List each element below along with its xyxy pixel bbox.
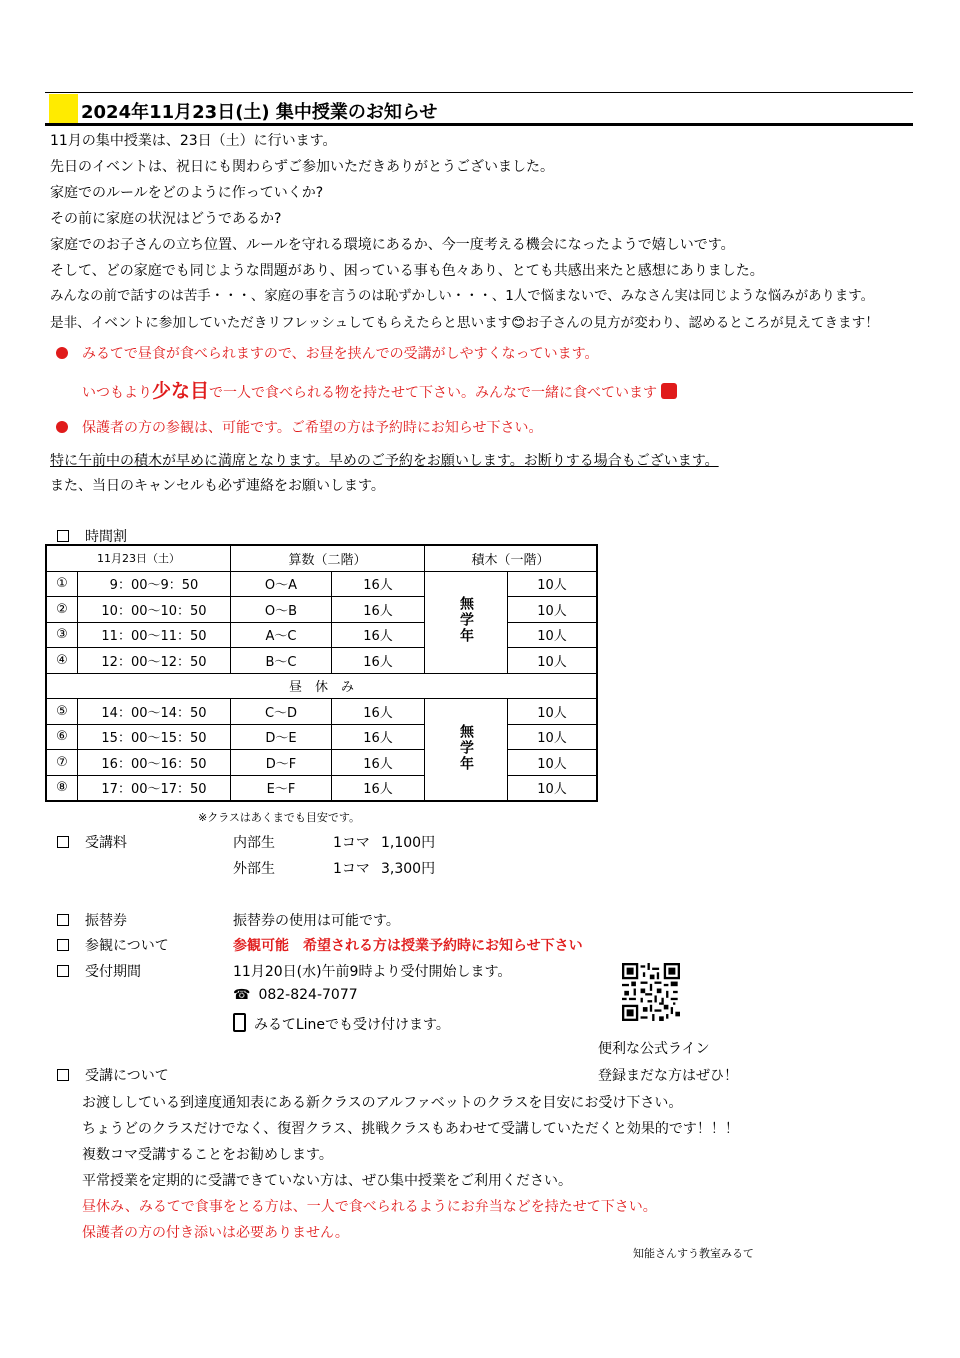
intro-line: そして、どの家庭でも同じような問題があり、困っている事も色々あり、とても共感出来たと感想にありました。	[50, 263, 764, 279]
table-row	[46, 648, 597, 674]
reception-label	[57, 961, 141, 981]
table-cell: 16人	[332, 724, 425, 750]
table-cell: 10人	[508, 699, 598, 725]
table-cell: 17：00～17：50	[78, 775, 231, 801]
fee-label	[57, 832, 127, 852]
grade-free-cell	[425, 571, 508, 673]
table-cell: 14：00～14：50	[78, 699, 231, 725]
table-cell: O～A	[231, 571, 332, 597]
lunch-cell: 昼 休 み	[46, 673, 597, 699]
table-cell: ②	[46, 597, 78, 623]
lunch-emoji-icon	[661, 383, 677, 399]
checkbox-icon	[57, 965, 69, 977]
table-cell: 10人	[508, 648, 598, 674]
table-cell: ③	[46, 622, 78, 648]
table-cell: 9：00～9：50	[78, 571, 231, 597]
visit-label	[57, 935, 169, 955]
table-row	[46, 750, 597, 776]
label-text: 受付期間	[85, 964, 141, 980]
table-cell: 10人	[508, 597, 598, 623]
table-cell: B～C	[231, 648, 332, 674]
table-cell: A～C	[231, 622, 332, 648]
line-promo-line: 登録まだな方はぜひ！	[598, 1068, 738, 1084]
divider	[45, 123, 913, 126]
grade-free-text: 無学年	[458, 596, 474, 644]
qr-code-icon	[622, 963, 680, 1021]
table-cell: ①	[46, 571, 78, 597]
table-cell: 16人	[332, 622, 425, 648]
lunch-row	[46, 673, 597, 699]
checkbox-icon	[57, 914, 69, 926]
table-cell: D～E	[231, 724, 332, 750]
label-text: 受講料	[85, 835, 127, 851]
table-cell: 10：00～10：50	[78, 597, 231, 623]
intro-paragraph	[50, 128, 920, 336]
label-text: 参観について	[85, 938, 169, 954]
line-text: みるてLineでも受け付けます。	[254, 1017, 450, 1033]
table-cell: 16人	[332, 775, 425, 801]
label-text: 振替券	[85, 913, 127, 929]
bullet-icon	[56, 421, 68, 433]
table-cell: 10人	[508, 724, 598, 750]
notice-lunch	[56, 343, 598, 363]
reception-text: 11月20日(水)午前9時より受付開始します。	[233, 964, 512, 980]
intro-line: みんなの前で話すのは苦手・・・、家庭の事を言うのは恥ずかしい・・・、1人で悩まないで、みなさん実は同じような悩みがあります。	[50, 289, 875, 304]
table-header: 11月23日（土）	[46, 545, 231, 571]
voucher-text: 振替券の使用は可能です。	[233, 913, 400, 929]
table-header-row	[46, 545, 597, 571]
fee-external-unit: 1コマ	[333, 861, 370, 877]
notice-text: で一人で食べられる物を持たせて下さい。みんなで一緒に食べています	[209, 385, 658, 401]
checkbox-icon	[57, 1069, 69, 1081]
table-cell: E～F	[231, 775, 332, 801]
table-cell: 16人	[332, 750, 425, 776]
line-promo-line: 便利な公式ライン	[598, 1041, 710, 1057]
attend-line: 平常授業を定期的に受講できていない方は、ぜひ集中授業をご利用ください。	[82, 1173, 572, 1189]
fee-internal-price: 1,100円	[381, 835, 436, 851]
table-cell: 15：00～15：50	[78, 724, 231, 750]
table-cell: 10人	[508, 622, 598, 648]
footer-school-name: 知能さんすう教室みるて	[633, 1247, 754, 1260]
table-cell: C～D	[231, 699, 332, 725]
table-cell: ⑦	[46, 750, 78, 776]
grade-free-text: 無学年	[458, 723, 474, 772]
title-bar	[45, 92, 913, 125]
table-header: 算数（二階）	[231, 545, 425, 571]
intro-line: 是非、イベントに参加していただきリフレッシュしてもらえたらと思います😊お子さんの見方が変わり、認めるところが見えてきます！	[50, 315, 879, 331]
bullet-icon	[56, 347, 68, 359]
table-cell: 16人	[332, 648, 425, 674]
table-cell: 10人	[508, 571, 598, 597]
table-row	[46, 597, 597, 623]
notice-parents	[56, 417, 542, 437]
attend-details	[82, 1090, 739, 1246]
phone-icon: ☎	[233, 987, 251, 1003]
table-cell: 16人	[332, 597, 425, 623]
table-row	[46, 775, 597, 801]
cancel-note: また、当日のキャンセルも必ず連絡をお願いします。	[50, 478, 385, 494]
attend-line: ちょうどのクラスだけでなく、復習クラス、挑戦クラスもあわせて受講していただくと効果的です！！！	[82, 1121, 739, 1137]
line-row	[233, 1013, 450, 1034]
table-cell: ⑤	[46, 699, 78, 725]
table-cell: 16人	[332, 571, 425, 597]
intro-line: 家庭でのルールをどのように作っていくか?	[50, 185, 324, 201]
intro-line: 11月の集中授業は、23日（土）に行います。	[50, 133, 337, 149]
fee-external-price: 3,300円	[381, 861, 436, 877]
phone-row	[233, 987, 358, 1003]
schedule-note: ※クラスはあくまでも目安です。	[198, 811, 361, 824]
table-cell: 12：00～12：50	[78, 648, 231, 674]
table-cell: 16人	[332, 699, 425, 725]
emphasis-text: 少な目	[152, 380, 210, 402]
table-cell: ⑧	[46, 775, 78, 801]
fee-internal-unit: 1コマ	[333, 835, 370, 851]
schedule-table	[45, 544, 598, 802]
voucher-label	[57, 910, 127, 930]
attend-line-red: 昼休み、みるてで食事をとる方は、一人で食べられるようにお弁当などを持たせて下さい。	[82, 1199, 657, 1215]
notice-text: 保護者の方の参観は、可能です。ご希望の方は予約時にお知らせ下さい。	[82, 420, 543, 436]
table-cell: ⑥	[46, 724, 78, 750]
table-row	[46, 622, 597, 648]
attend-line-red: 保護者の方の付き添いは必要ありません。	[82, 1225, 349, 1241]
notice-text: みるてで昼食が食べられますので、お昼を挟んでの受講がしやすくなっています。	[82, 346, 599, 362]
phone-number: 082-824-7077	[258, 987, 358, 1003]
intro-line: 家庭でのお子さんの立ち位置、ルールを守れる環境にあるか、今一度考える機会になったようで嬉しいです。	[50, 237, 735, 253]
table-cell: D～F	[231, 750, 332, 776]
checkbox-icon	[57, 530, 69, 542]
label-text: 受講について	[85, 1068, 169, 1084]
table-cell: 11：00～11：50	[78, 622, 231, 648]
attend-label	[57, 1065, 169, 1085]
table-row	[46, 571, 597, 597]
checkbox-icon	[57, 939, 69, 951]
mobile-phone-icon	[233, 1013, 246, 1032]
schedule-label	[57, 526, 127, 546]
intro-line: その前に家庭の状況はどうであるか?	[50, 211, 282, 227]
title-accent-block	[49, 94, 78, 123]
table-row	[46, 724, 597, 750]
notice-lunch-detail	[82, 376, 677, 403]
notice-text: いつもより	[82, 385, 152, 401]
attend-line: お渡ししている到達度通知表にある新クラスのアルファベットのクラスを目安にお受け下さい。	[82, 1095, 683, 1111]
reservation-note: 特に午前中の積木が早めに満席となります。早めのご予約をお願いします。お断りする場合もございます。	[50, 453, 719, 469]
label-text: 時間割	[85, 529, 127, 545]
table-header: 積木（一階）	[425, 545, 598, 571]
visit-text: 参観可能 希望される方は授業予約時にお知らせ下さい	[233, 938, 583, 954]
grade-free-cell	[425, 699, 508, 802]
checkbox-icon	[57, 836, 69, 848]
table-row	[46, 699, 597, 725]
page-title: 2024年11月23日(土) 集中授業のお知らせ	[81, 102, 438, 123]
table-cell: 16：00～16：50	[78, 750, 231, 776]
attend-line: 複数コマ受講することをお勧めします。	[82, 1147, 333, 1163]
table-cell: ④	[46, 648, 78, 674]
fee-external-label: 外部生	[233, 861, 275, 877]
fee-internal-label: 内部生	[233, 835, 275, 851]
intro-line: 先日のイベントは、祝日にも関わらずご参加いただきありがとうございました。	[50, 159, 554, 175]
table-cell: 10人	[508, 775, 598, 801]
table-cell: O～B	[231, 597, 332, 623]
divider	[45, 92, 913, 93]
table-cell: 10人	[508, 750, 598, 776]
